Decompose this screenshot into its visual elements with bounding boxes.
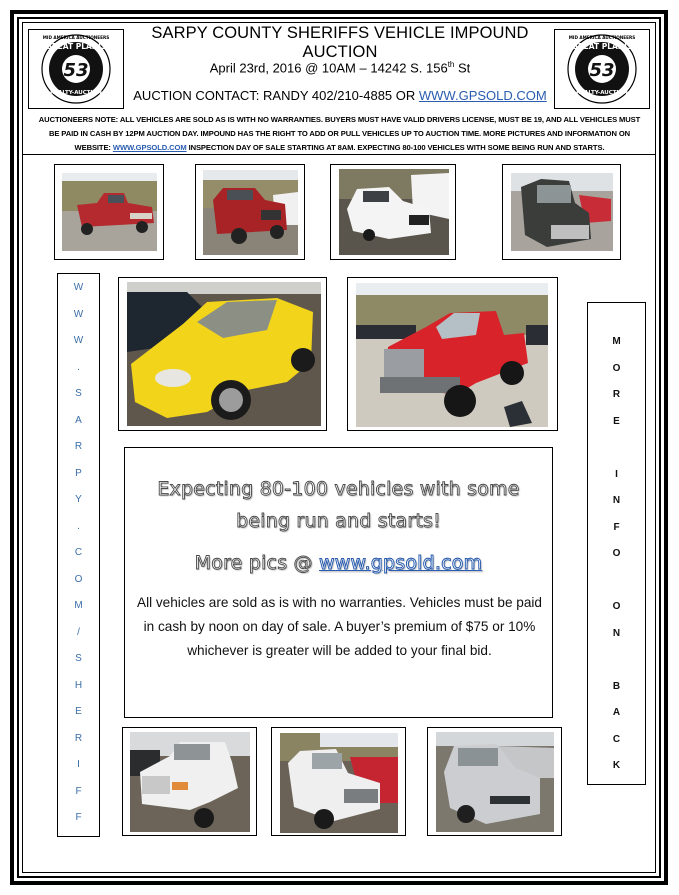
yellow-coupe-photo	[127, 282, 321, 426]
auction-contact-line: AUCTION CONTACT: RANDY 402/210-4885 OR WWW.GPSOLD.COM	[133, 88, 547, 103]
gpsold-link[interactable]: WWW.GPSOLD.COM	[112, 143, 187, 152]
terms-text: All vehicles are sold as is with no warranties. Vehicles must be paid in cash by noon on day of sale. A buyer’s premium of $75 or 10% whichever is greater will be added to your final bid.	[137, 595, 542, 658]
svg-text:MID AMERICA AUCTIONEERS: MID AMERICA AUCTIONEERS	[42, 35, 110, 40]
svg-text:GREAT PLAINS: GREAT PLAINS	[571, 42, 633, 51]
great-plains-logo-icon	[37, 32, 115, 106]
vehicle-photo-frame	[502, 164, 621, 260]
auction-info-box	[124, 447, 553, 718]
vehicle-photo-frame	[118, 277, 327, 431]
vehicle-photo-frame	[195, 164, 305, 260]
headline-line-2: being run and starts!	[236, 510, 441, 532]
vehicle-photo-frame	[122, 727, 257, 836]
auctioneers-note: AUCTIONEERS NOTE: ALL VEHICLES ARE SOLD AS IS WITH NO WARRANTIES. BUYERS MUST HAVE VALID DRIVERS LICENSE, MUST BE 19, AND ALL VEHICLES MUST BE PAID IN CASH BY 12PM AUCTION DAY. IMPOUND HAS THE RIGHT TO ADD OR PULL VEHICLES UP TO AUCTION TIME. MORE PICTURES AND INFORMATION ON WEBSITE: WWW.GPSOLD.COM INSPECTION DAY OF SALE STARTING AT 8AM. EXPECTING 80-100 VEHICLES WITH SOME BEING RUN AND STARTS.	[38, 115, 641, 152]
gpsold-link[interactable]: WWW.GPSOLD.COM	[418, 88, 547, 103]
white-sedan-photo	[339, 169, 449, 255]
svg-text:REALTY-AUCTION: REALTY-AUCTION	[50, 90, 102, 96]
silver-sedan-photo	[436, 732, 554, 832]
more-info-vertical-banner: M O R E I N F O O N B A C K	[587, 302, 646, 785]
vehicle-photo-frame	[427, 727, 562, 836]
logo-right	[554, 29, 650, 109]
vehicle-photo-frame	[271, 727, 406, 836]
website-vertical-banner: W W W . S A R P Y . C O M / S H E R I F F	[57, 273, 100, 837]
headline-line-1: Expecting 80-100 vehicles with some	[157, 478, 520, 500]
section-divider	[22, 154, 656, 155]
date-location-line: April 23rd, 2016 @ 10AM – 14242 S. 156th St	[209, 60, 471, 76]
vehicle-photo-frame	[330, 164, 456, 260]
more-pics-line: More pics @ www.gpsold.com	[194, 552, 483, 574]
white-cargo-van-photo	[280, 733, 398, 833]
white-suv-photo	[130, 732, 250, 832]
logo-left	[28, 29, 124, 109]
svg-text:53: 53	[589, 60, 615, 81]
vehicle-photo-frame	[347, 277, 558, 431]
page-title: SARPY COUNTY SHERIFFS VEHICLE IMPOUND AUCTION	[151, 24, 529, 61]
vehicle-photo-frame	[54, 164, 164, 260]
svg-text:GREAT PLAINS: GREAT PLAINS	[45, 42, 107, 51]
red-pickup-truck-photo	[356, 283, 548, 427]
conversion-van-photo	[511, 173, 613, 251]
red-suv-photo	[203, 170, 298, 255]
svg-text:53: 53	[63, 60, 89, 81]
red-pickup-photo	[62, 173, 157, 251]
svg-text:REALTY-AUCTION: REALTY-AUCTION	[576, 90, 628, 96]
great-plains-logo-icon	[563, 32, 641, 106]
svg-text:MID AMERICA AUCTIONEERS: MID AMERICA AUCTIONEERS	[568, 35, 636, 40]
gpsold-link[interactable]: www.gpsold.com	[318, 552, 483, 574]
